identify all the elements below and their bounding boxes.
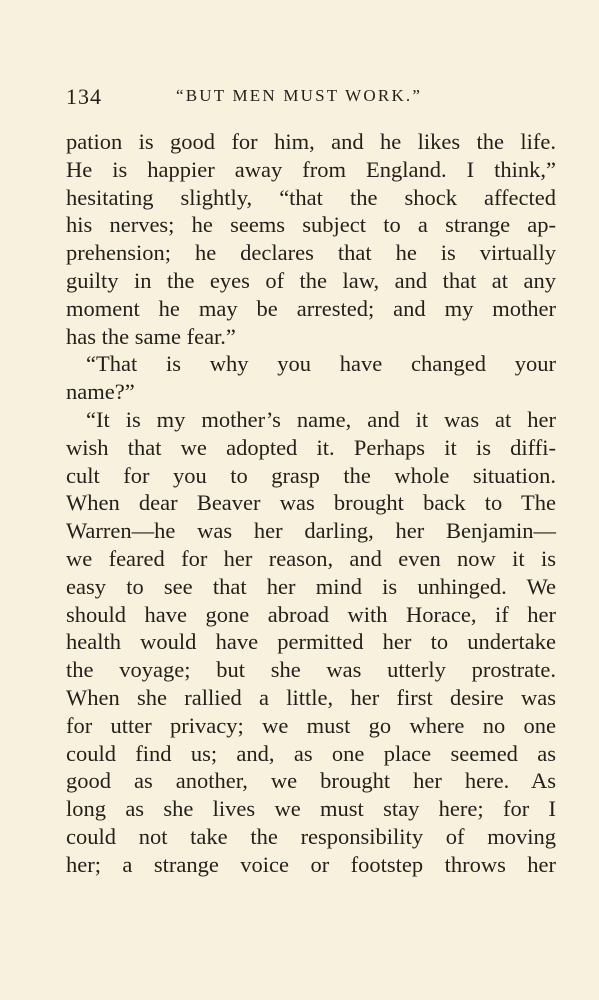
text-line: pation is good for him, and he likes the life. xyxy=(66,129,556,154)
text-line: health would have permitted her to undertake xyxy=(66,629,556,655)
text-line: hesitating slightly, “that the shock affected xyxy=(66,184,556,210)
running-title: “BUT MEN MUST WORK.” xyxy=(176,86,423,105)
text-line: for utter privacy; we must go where no one xyxy=(66,712,556,738)
text-line: we feared for her reason, and even now it is xyxy=(66,545,556,571)
text-line: could find us; and, as one place seemed as xyxy=(66,740,556,766)
text-line: name?” xyxy=(66,379,135,405)
text-line: good as another, we brought her here. As xyxy=(66,768,556,794)
text-line: moment he may be arrested; and my mother xyxy=(66,295,556,321)
text-line: could not take the responsibility of moving xyxy=(66,823,556,849)
text-line: the voyage; but she was utterly prostrate. xyxy=(66,657,556,683)
page-header xyxy=(66,84,556,114)
text-line: her; a strange voice or footstep throws her xyxy=(66,851,556,877)
text-line: When she rallied a little, her first desire was xyxy=(66,684,556,710)
text-line: long as she lives we must stay here; for I xyxy=(66,796,556,822)
text-line: “That is why you have changed your xyxy=(86,351,556,377)
text-line: easy to see that her mind is unhinged. We xyxy=(66,573,556,599)
text-line: Warren—he was her darling, her Benjamin— xyxy=(66,518,556,544)
text-line: should have gone abroad with Horace, if her xyxy=(66,601,556,627)
text-line: “It is my mother’s name, and it was at her xyxy=(86,406,556,432)
text-line: When dear Beaver was brought back to The xyxy=(66,490,556,516)
text-line: has the same fear.” xyxy=(66,323,236,349)
body-text xyxy=(66,128,556,879)
text-line: guilty in the eyes of the law, and that at any xyxy=(66,267,556,293)
text-line: He is happier away from England. I think,” xyxy=(66,156,556,182)
text-line: wish that we adopted it. Perhaps it is diffi- xyxy=(66,434,556,460)
text-line: cult for you to grasp the whole situation. xyxy=(66,462,556,488)
text-line: his nerves; he seems subject to a strange ap- xyxy=(66,212,556,238)
text-line: prehension; he declares that he is virtually xyxy=(66,240,556,266)
page-number: 134 xyxy=(66,84,102,109)
